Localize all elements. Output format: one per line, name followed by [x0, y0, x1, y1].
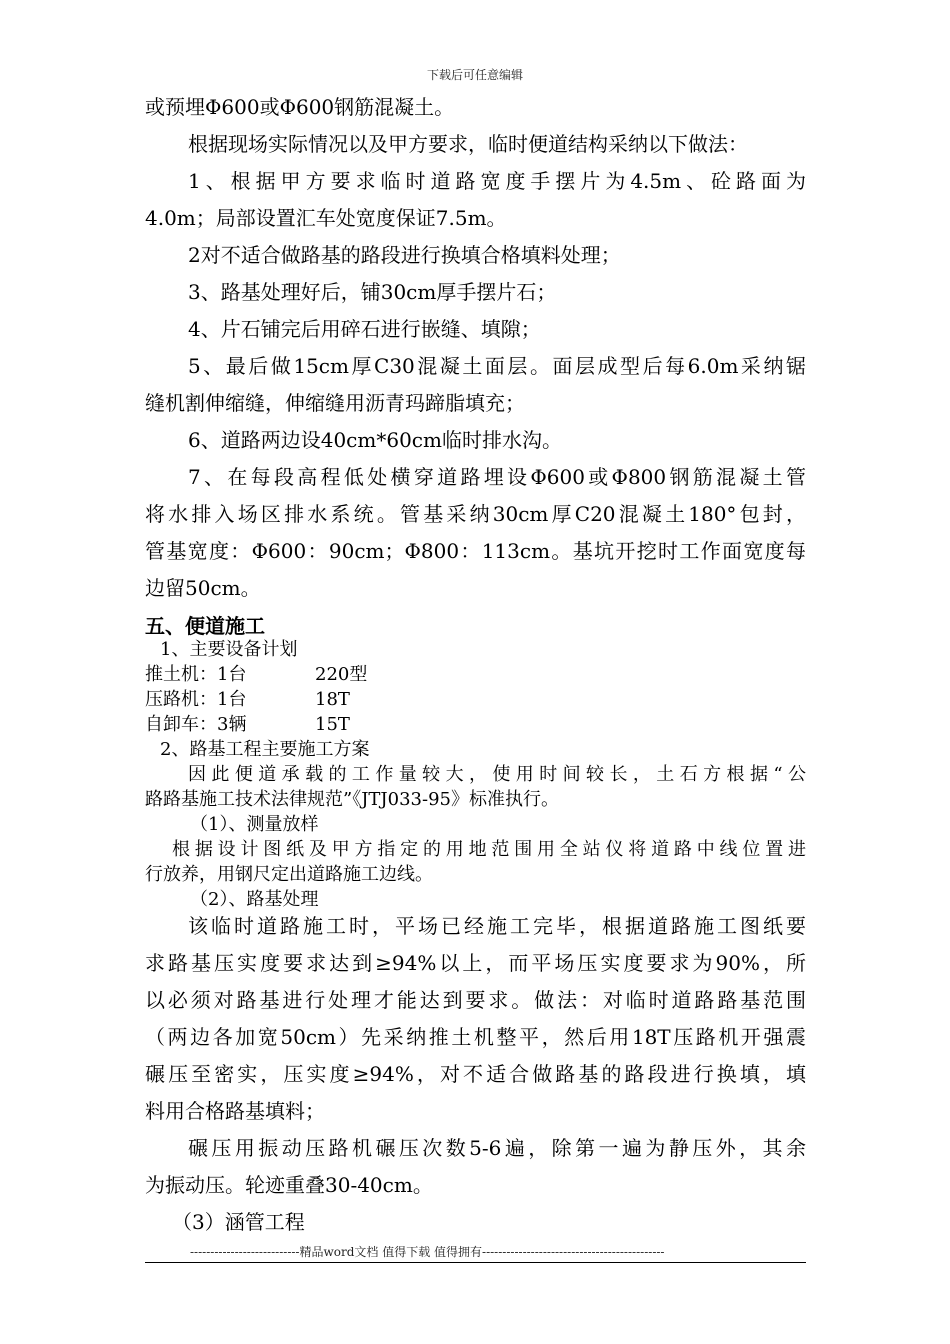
text-line: 管基宽度：Φ600：90cm；Φ800：113cm。基坑开挖时工作面宽度每 — [145, 539, 806, 563]
text-line: 为振动压。轮迹重叠30-40cm。 — [145, 1173, 433, 1197]
text-line: 因此便道承载的工作量较大，使用时间较长，土石方根据“公 — [188, 764, 806, 785]
equipment-spec: 18T — [315, 689, 350, 710]
text-line: 路路基施工技术法律规范”《JTJ033-95》标准执行。 — [145, 789, 559, 810]
page-footer: ---------------------------精品word文档 值得下载 值得拥有--------------------------------------------- — [190, 1245, 665, 1259]
text-line: 根据设计图纸及甲方指定的用地范围用全站仪将道路中线位置进 — [172, 839, 806, 860]
text-line: 5、最后做15cm厚C30混凝土面层。面层成型后每6.0m采纳锯 — [188, 354, 806, 378]
text-line: （两边各加宽50cm）先采纳推土机整平，然后用18T压路机开强震 — [145, 1025, 806, 1049]
text-line: 6、道路两边设40cm*60cm临时排水沟。 — [188, 428, 562, 452]
equipment-spec: 15T — [315, 714, 350, 735]
text-line: 4.0m；局部设置汇车处宽度保证7.5m。 — [145, 206, 507, 230]
text-line: 或预埋Φ600或Φ600钢筋混凝土。 — [145, 95, 455, 119]
equipment-spec: 220型 — [315, 664, 368, 685]
text-line: 7、在每段高程低处横穿道路埋设Φ600或Φ800钢筋混凝土管 — [188, 465, 806, 489]
text-line: 4、片石铺完后用碎石进行嵌缝、填隙； — [188, 317, 541, 341]
text-line: 3、路基处理好后，铺30cm厚手摆片石； — [188, 280, 557, 304]
text-line: 碾压至密实，压实度≥94%，对不适合做路基的路段进行换填，填 — [145, 1062, 806, 1086]
footer-rule — [145, 1262, 806, 1263]
equipment-name: 自卸车：3辆 — [145, 714, 247, 735]
subsection-heading: （3）涵管工程 — [172, 1210, 305, 1234]
subsection-heading: 1、主要设备计划 — [160, 639, 298, 660]
subsection-heading: （2）、路基处理 — [190, 889, 319, 910]
equipment-name: 推土机：1台 — [145, 664, 247, 685]
text-line: 该临时道路施工时，平场已经施工完毕，根据道路施工图纸要 — [188, 914, 806, 938]
text-line: 将水排入场区排水系统。管基采纳30cm厚C20混凝土180°包封， — [145, 502, 806, 526]
equipment-name: 压路机：1台 — [145, 689, 247, 710]
text-line: 1、根据甲方要求临时道路宽度手摆片为4.5m、砼路面为 — [188, 169, 806, 193]
text-line: 碾压用振动压路机碾压次数5-6遍，除第一遍为静压外，其余 — [188, 1136, 806, 1160]
subsection-heading: 2、路基工程主要施工方案 — [160, 739, 370, 760]
text-line: 行放养，用钢尺定出道路施工边线。 — [145, 864, 433, 885]
text-line: 根据现场实际情况以及甲方要求，临时便道结构采纳以下做法： — [188, 132, 748, 156]
text-line: 2对不适合做路基的路段进行换填合格填料处理； — [188, 243, 621, 267]
text-line: 求路基压实度要求达到≥94%以上，而平场压实度要求为90%，所 — [145, 951, 806, 975]
page-header: 下载后可任意编辑 — [426, 68, 523, 82]
section-heading: 五、便道施工 — [145, 614, 265, 638]
text-line: 边留50cm。 — [145, 576, 261, 600]
subsection-heading: （1）、测量放样 — [190, 814, 319, 835]
text-line: 料用合格路基填料； — [145, 1099, 325, 1123]
text-line: 缝机割伸缩缝，伸缩缝用沥青玛蹄脂填充； — [145, 391, 525, 415]
text-line: 以必须对路基进行处理才能达到要求。做法：对临时道路路基范围 — [145, 988, 806, 1012]
